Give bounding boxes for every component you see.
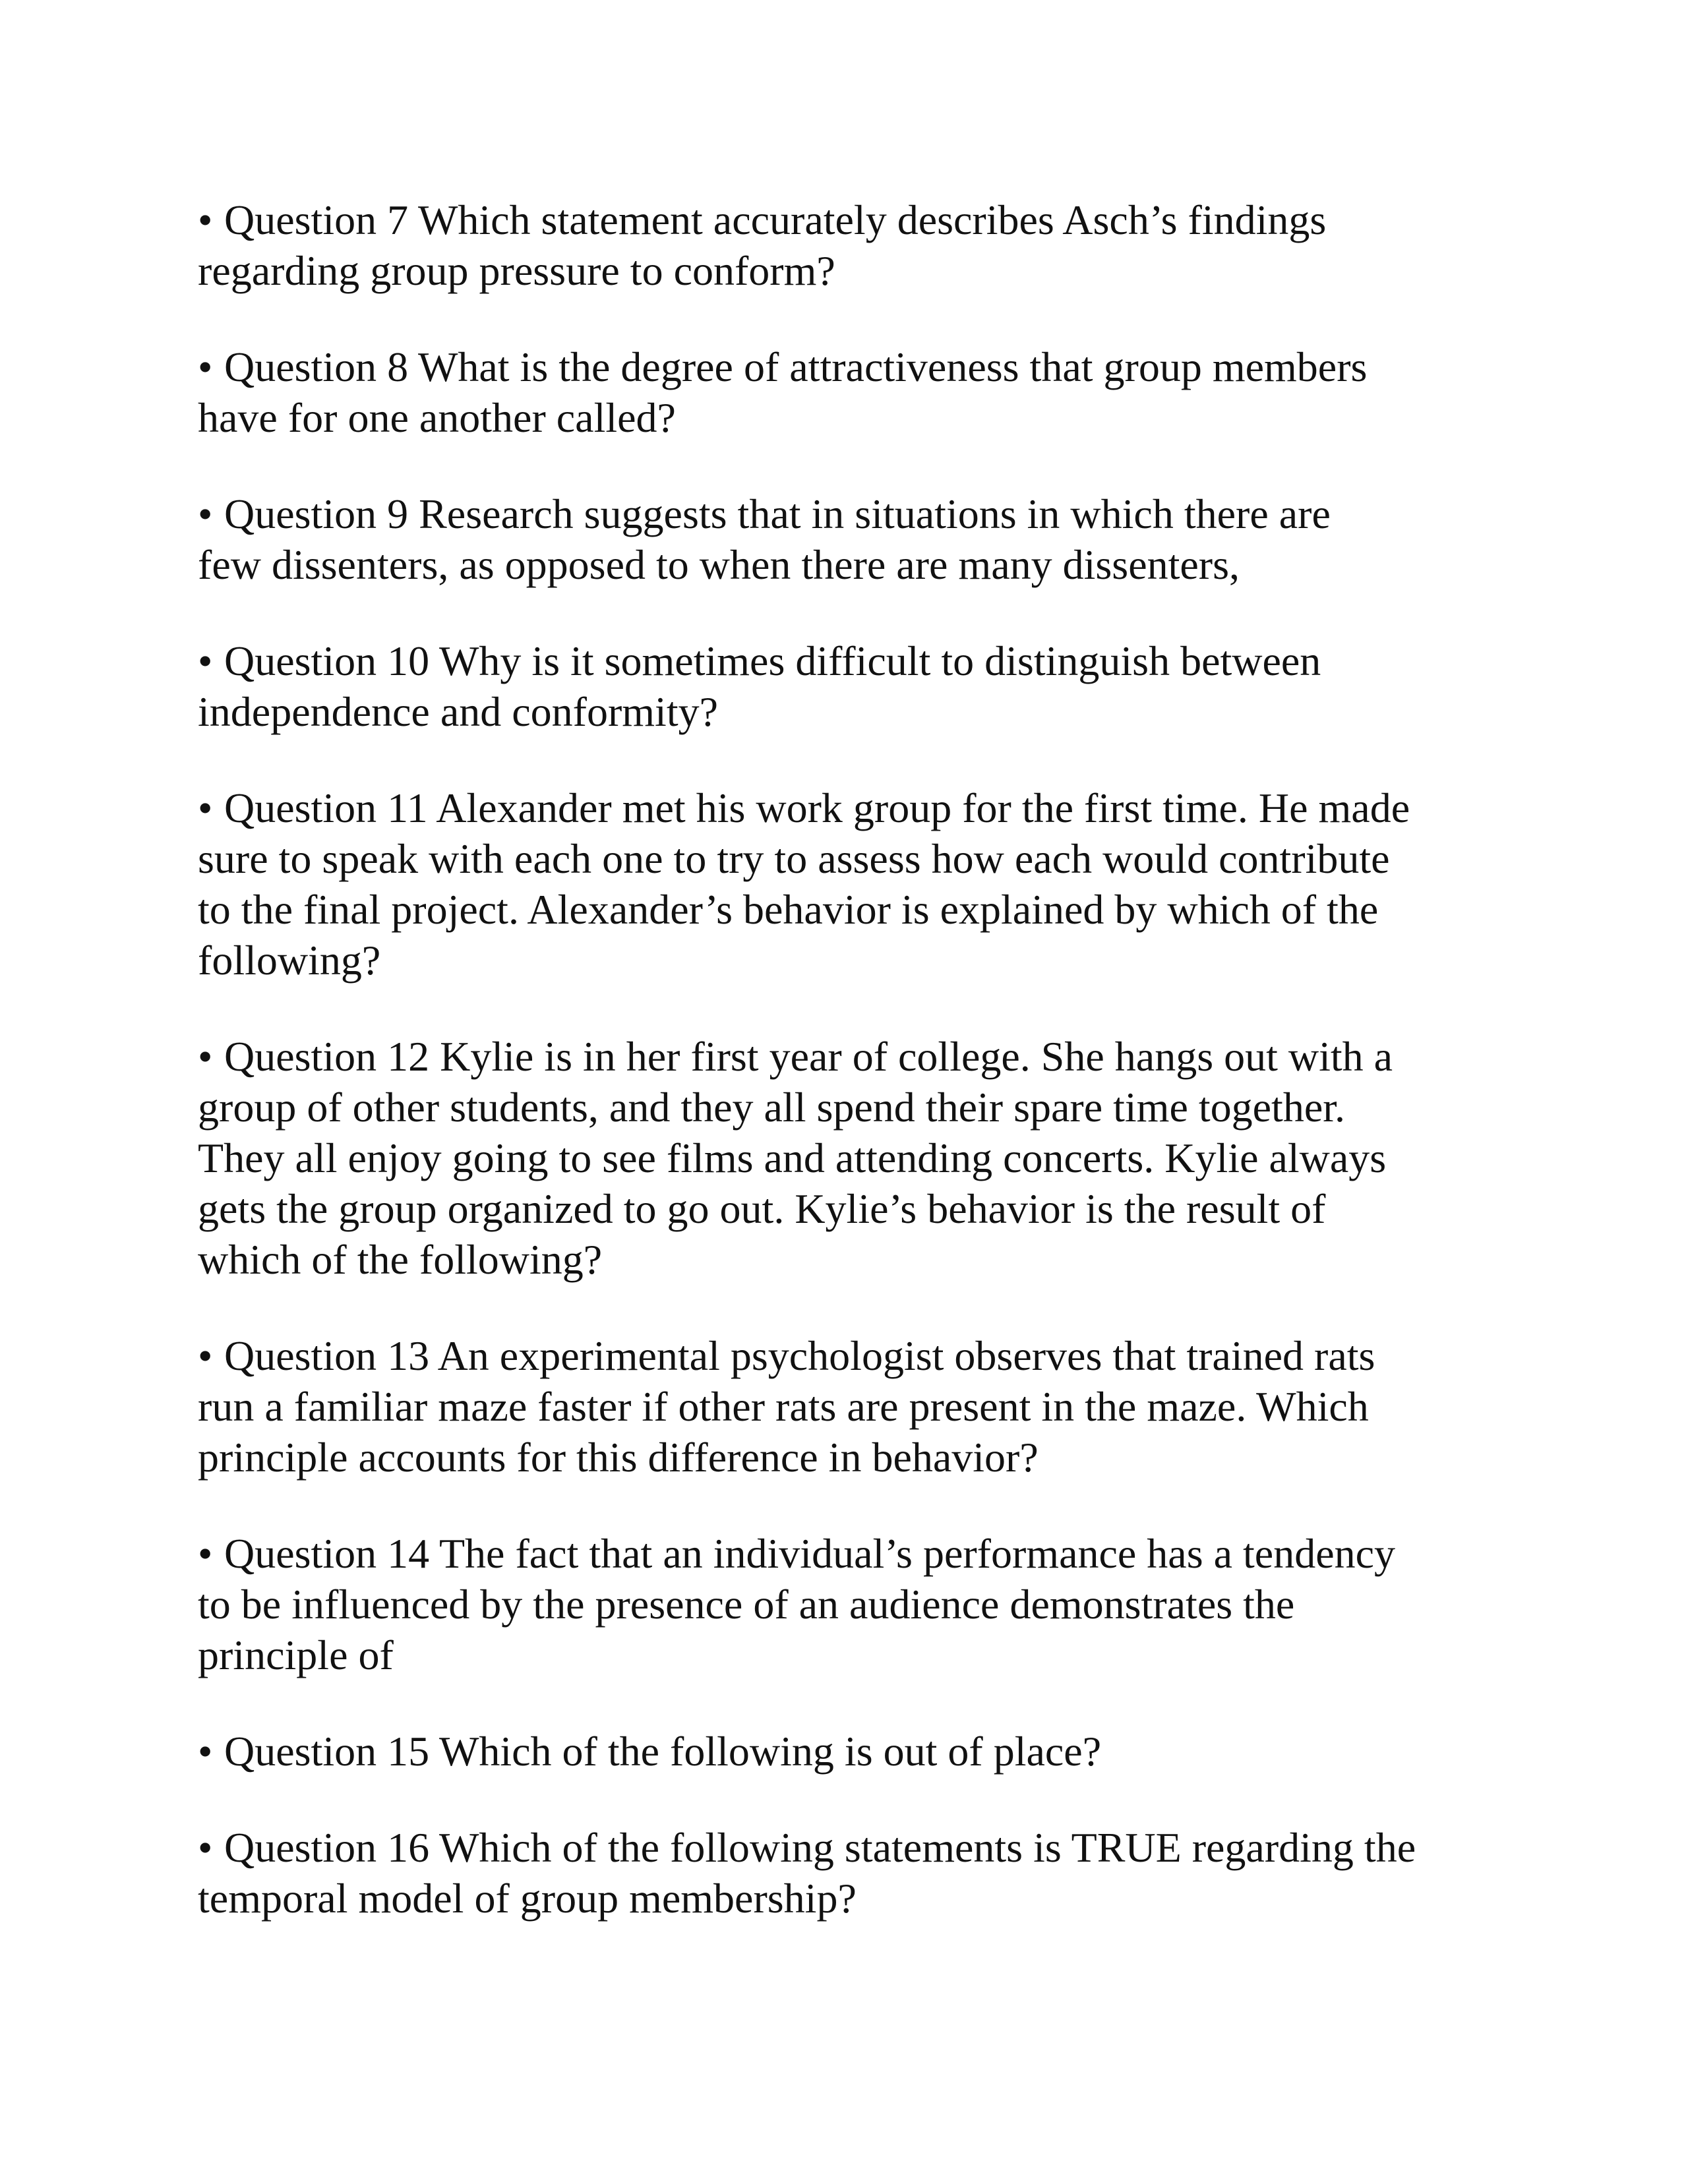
bullet-icon: • <box>198 1728 213 1775</box>
bullet-icon: • <box>198 490 213 537</box>
question-text: Question 13 An experimental psychologist observes that trained rats run a familiar maze faster if other rats are present in the maze. Which principle accounts for this difference in behavior? <box>198 1332 1375 1481</box>
question-text: Question 9 Research suggests that in situations in which there are few dissenters, as opposed to when there are many dissenters, <box>198 490 1331 588</box>
bullet-icon: • <box>198 343 213 390</box>
question-text: Question 16 Which of the following statements is TRUE regarding the temporal model of group membership? <box>198 1824 1416 1922</box>
question-text: Question 14 The fact that an individual’s performance has a tendency to be influenced by the presence of an audience demonstrates the principle of <box>198 1530 1395 1678</box>
question-9 <box>198 488 1510 590</box>
question-14 <box>198 1528 1510 1680</box>
question-13 <box>198 1330 1510 1483</box>
bullet-icon: • <box>198 637 213 684</box>
question-11 <box>198 782 1510 986</box>
question-text: Question 15 Which of the following is out of place? <box>224 1728 1102 1775</box>
bullet-icon: • <box>198 1033 213 1080</box>
question-text: Question 7 Which statement accurately describes Asch’s findings regarding group pressure to conform? <box>198 196 1327 294</box>
question-12 <box>198 1031 1510 1285</box>
bullet-icon: • <box>198 1824 213 1871</box>
question-text: Question 8 What is the degree of attractiveness that group members have for one another called? <box>198 343 1368 441</box>
bullet-icon: • <box>198 1530 213 1577</box>
bullet-icon: • <box>198 784 213 831</box>
question-text: Question 10 Why is it sometimes difficult to distinguish between independence and conformity? <box>198 637 1321 735</box>
bullet-icon: • <box>198 1332 213 1379</box>
document-page <box>198 194 1510 1969</box>
question-8 <box>198 341 1510 443</box>
bullet-icon: • <box>198 196 213 243</box>
question-text: Question 12 Kylie is in her first year of college. She hangs out with a group of other students, and they all spend their spare time together. They all enjoy going to see films and attending concerts. Kylie always gets the group organized to go out. Kylie’s behavior is the result of which of the following? <box>198 1033 1393 1283</box>
question-10 <box>198 635 1510 737</box>
question-7 <box>198 194 1510 296</box>
question-16 <box>198 1822 1510 1924</box>
question-15 <box>198 1726 1510 1777</box>
question-text: Question 11 Alexander met his work group for the first time. He made sure to speak with each one to try to assess how each would contribute to the final project. Alexander’s behavior is explained by which of the following? <box>198 784 1410 984</box>
